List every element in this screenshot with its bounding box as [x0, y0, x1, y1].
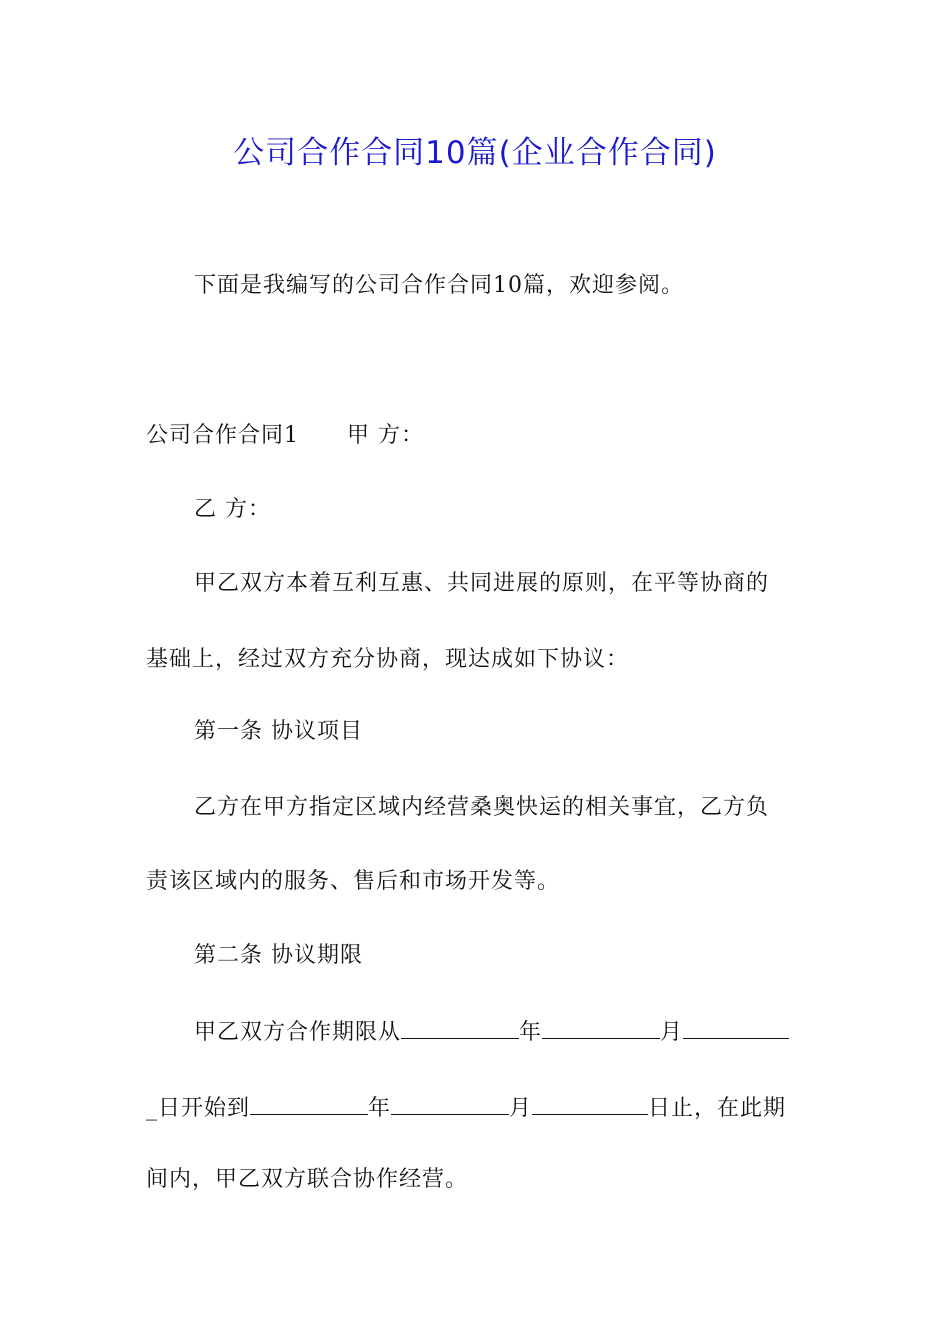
term-end-text: 日止，在此期	[648, 1096, 787, 1121]
paragraph-line: 甲乙双方本着互利互惠、共同进展的原则，在平等协商的	[194, 571, 770, 596]
year-label: 年	[368, 1096, 392, 1121]
blank-field	[401, 1010, 519, 1039]
paragraph-line: 间内，甲乙双方联合协作经营。	[146, 1167, 469, 1192]
month-label: 月	[509, 1096, 533, 1121]
section-heading: 公司合作合同1	[146, 423, 299, 448]
blank-field	[683, 1010, 789, 1039]
paragraph-line: 责该区域内的服务、售后和市场开发等。	[146, 869, 561, 894]
term-line	[146, 1086, 806, 1129]
term-line	[194, 1010, 854, 1053]
paragraph-line: 基础上，经过双方充分协商，现达成如下协议：	[146, 647, 630, 672]
article-heading: 第一条 协议项目	[194, 719, 363, 744]
term-prefix: 甲乙双方合作期限从	[194, 1020, 402, 1045]
document-title: 公司合作合同10篇(企业合作合同)	[233, 135, 717, 171]
year-label: 年	[519, 1020, 543, 1045]
article-heading: 第二条 协议期限	[194, 943, 363, 968]
blank-field	[391, 1086, 509, 1115]
blank-field	[250, 1086, 368, 1115]
month-label: 月	[660, 1020, 684, 1045]
party-a-label: 甲 方：	[347, 423, 424, 448]
paragraph-line: 乙方在甲方指定区域内经营桑奥快运的相关事宜，乙方负	[194, 795, 770, 820]
blank-field	[542, 1010, 660, 1039]
term-start-text: _日开始到	[146, 1096, 251, 1121]
intro-paragraph: 下面是我编写的公司合作合同10篇，欢迎参阅。	[194, 273, 684, 298]
section-heading-line	[146, 416, 806, 456]
blank-field	[532, 1086, 648, 1115]
party-b-label: 乙 方：	[194, 497, 271, 522]
